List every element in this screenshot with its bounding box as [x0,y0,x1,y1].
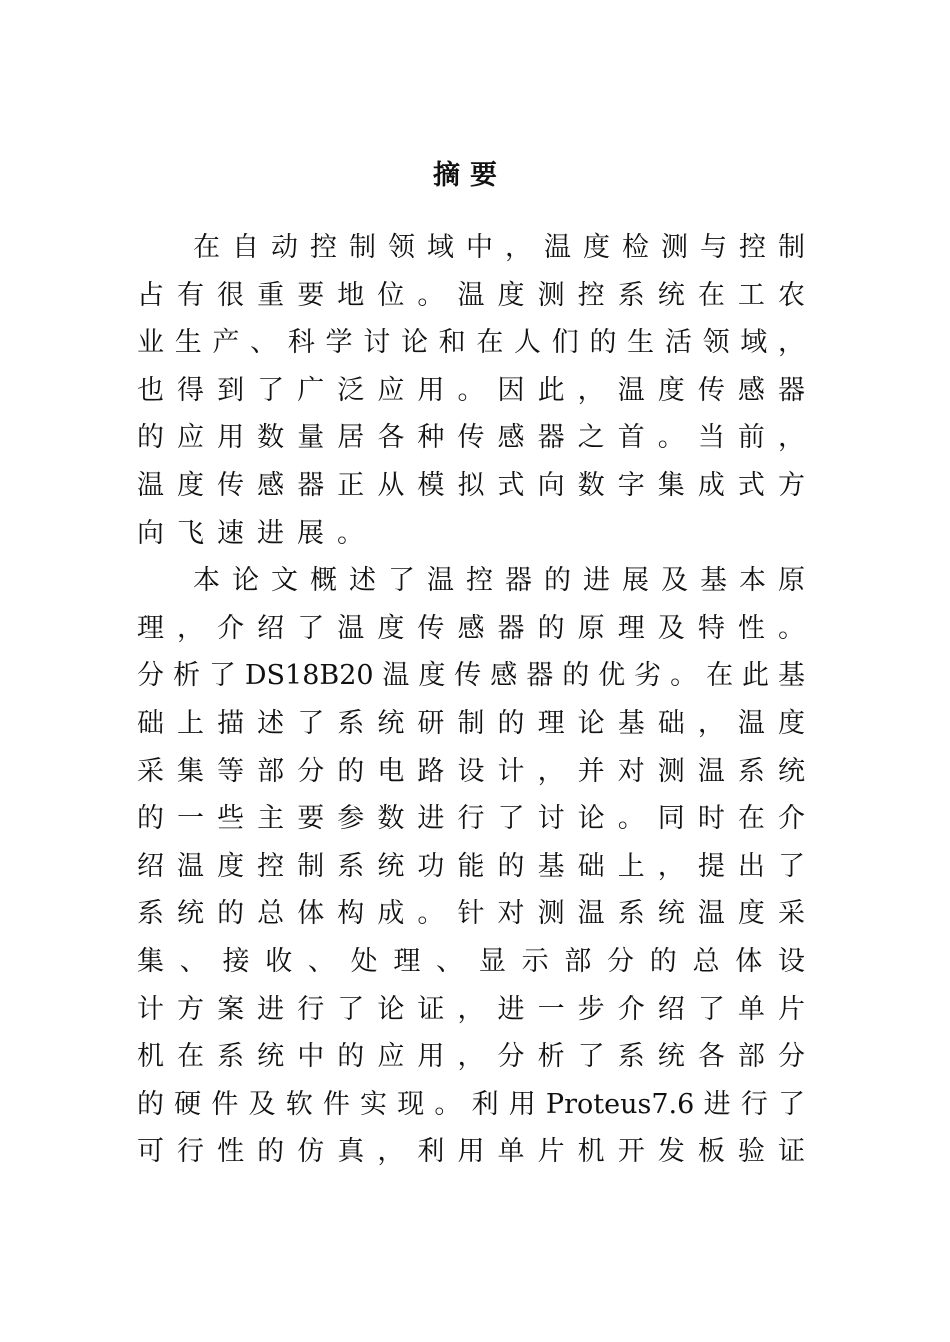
abstract-line: 在 自 动 控 制 领 域 中 ， 温 度 检 测 与 控 制 [193,232,805,263]
abstract-line: 采 集 等 部 分 的 电 路 设 计 ， 并 对 测 温 系 统 [137,755,805,787]
abstract-line: 系 统 的 总 体 构 成 。 针 对 测 温 系 统 温 度 采 [137,898,805,930]
abstract-line: 的 一 些 主 要 参 数 进 行 了 讨 论 。 同 时 在 介 [137,803,805,835]
abstract-line: 计 方 案 进 行 了 论 证 ， 进 一 步 介 绍 了 单 片 [137,993,805,1025]
abstract-line: 础 上 描 述 了 系 统 研 制 的 理 论 基 础 ， 温 度 [137,707,805,739]
abstract-body [137,224,805,1176]
abstract-line: 可 行 性 的 仿 真 ， 利 用 单 片 机 开 发 板 验 证 [137,1136,805,1168]
abstract-line: 的 应 用 数 量 居 各 种 传 感 器 之 首 。 当 前 ， [137,422,805,454]
abstract-line: 业 生 产 、 科 学 讨 论 和 在 人 们 的 生 活 领 域 ， [137,327,805,359]
abstract-title: 摘要 [433,160,507,191]
abstract-line: 分 析 了 DS18B20 温 度 传 感 器 的 优 劣 。 在 此 基 [137,660,805,692]
abstract-line: 集 、 接 收 、 处 理 、 显 示 部 分 的 总 体 设 [137,945,805,977]
abstract-line: 本 论 文 概 述 了 温 控 器 的 进 展 及 基 本 原 [193,565,805,597]
abstract-line: 也 得 到 了 广 泛 应 用 。 因 此 ， 温 度 传 感 器 [137,374,805,406]
abstract-line: 机 在 系 统 中 的 应 用 ， 分 析 了 系 统 各 部 分 [137,1041,805,1073]
abstract-line: 绍 温 度 控 制 系 统 功 能 的 基 础 上 ， 提 出 了 [137,850,805,882]
abstract-line: 温 度 传 感 器 正 从 模 拟 式 向 数 字 集 成 式 方 [137,469,805,501]
abstract-line: 向飞速进展。 [137,517,377,549]
abstract-line: 理 ， 介 绍 了 温 度 传 感 器 的 原 理 及 特 性 。 [137,612,805,644]
abstract-line: 的 硬 件 及 软 件 实 现 。 利 用 Proteus7.6 进 行 了 [137,1088,805,1120]
abstract-line: 占 有 很 重 要 地 位 。 温 度 测 控 系 统 在 工 农 [137,279,805,311]
